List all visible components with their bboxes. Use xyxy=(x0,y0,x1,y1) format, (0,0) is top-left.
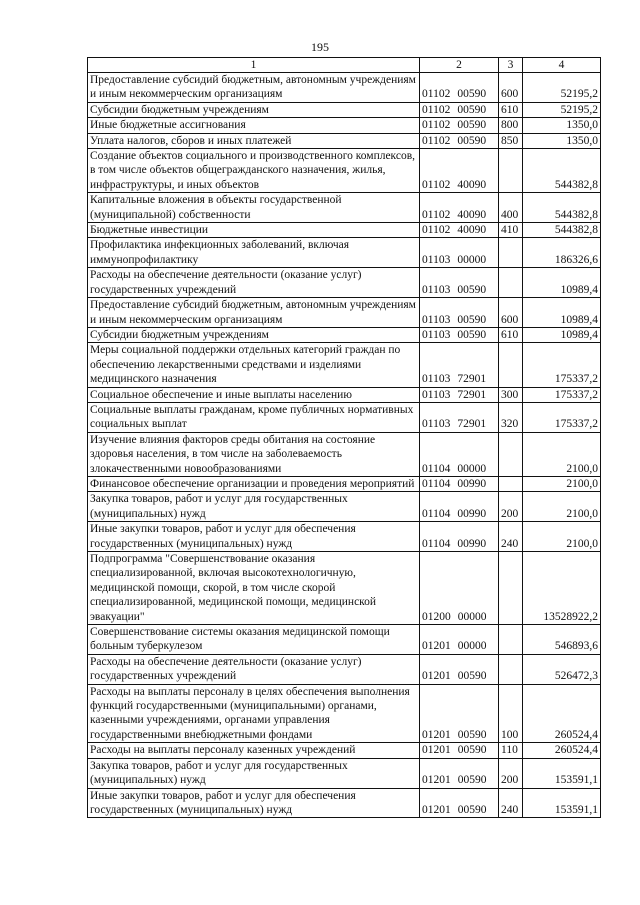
header-row xyxy=(88,58,601,73)
row-code-program: 01201 xyxy=(422,640,451,653)
table-row xyxy=(88,492,601,522)
row-code-direction: 00590 xyxy=(457,103,487,116)
row-code xyxy=(420,223,499,238)
row-expense-type: 200 xyxy=(499,758,523,788)
table-row xyxy=(88,522,601,552)
table-row xyxy=(88,743,601,758)
row-code xyxy=(420,492,499,522)
row-expense-type: 610 xyxy=(499,102,523,117)
row-name: Субсидии бюджетным учреждениям xyxy=(88,102,420,117)
row-amount: 52195,2 xyxy=(523,73,601,103)
row-name: Иные закупки товаров, работ и услуг для обеспечения государственных (муниципальных) нужд xyxy=(88,788,420,818)
row-code xyxy=(420,238,499,268)
budget-table xyxy=(87,57,601,818)
table-row xyxy=(88,476,601,491)
row-expense-type: 850 xyxy=(499,133,523,148)
row-code xyxy=(420,73,499,103)
header-col-1: 1 xyxy=(88,58,420,73)
row-name: Закупка товаров, работ и услуг для государственных (муниципальных) нужд xyxy=(88,758,420,788)
row-code-direction: 00590 xyxy=(457,774,487,787)
row-amount: 1350,0 xyxy=(523,133,601,148)
row-code xyxy=(420,788,499,818)
row-code-direction: 00000 xyxy=(457,253,487,266)
row-code xyxy=(420,133,499,148)
row-name: Социальные выплаты гражданам, кроме публичных нормативных социальных выплат xyxy=(88,402,420,432)
table-row xyxy=(88,625,601,655)
row-code xyxy=(420,476,499,491)
row-expense-type: 300 xyxy=(499,387,523,402)
row-expense-type: 320 xyxy=(499,402,523,432)
row-name: Закупка товаров, работ и услуг для государственных (муниципальных) нужд xyxy=(88,492,420,522)
row-code-program: 01201 xyxy=(422,744,451,757)
row-expense-type xyxy=(499,238,523,268)
row-expense-type xyxy=(499,268,523,298)
row-amount: 2100,0 xyxy=(523,492,601,522)
row-code-program: 01201 xyxy=(422,670,451,683)
table-row xyxy=(88,118,601,133)
row-code xyxy=(420,387,499,402)
row-code-direction: 40090 xyxy=(457,208,487,221)
row-code-program: 01102 xyxy=(422,208,451,221)
table-header xyxy=(88,58,601,73)
row-code xyxy=(420,149,499,193)
row-code xyxy=(420,625,499,655)
row-code-program: 01103 xyxy=(422,418,451,431)
row-name: Создание объектов социального и производственного комплексов, в том числе объектов общегражданского назначения, жилья, инфраструктуры, и иных объектов xyxy=(88,149,420,193)
row-amount: 260524,4 xyxy=(523,743,601,758)
row-code xyxy=(420,343,499,387)
row-code-direction: 00590 xyxy=(457,328,487,341)
row-name: Капитальные вложения в объекты государственной (муниципальной) собственности xyxy=(88,193,420,223)
row-expense-type: 410 xyxy=(499,223,523,238)
table-row xyxy=(88,223,601,238)
row-amount: 153591,1 xyxy=(523,788,601,818)
row-name: Расходы на обеспечение деятельности (оказание услуг) государственных учреждений xyxy=(88,268,420,298)
row-amount: 526472,3 xyxy=(523,654,601,684)
row-code-direction: 00590 xyxy=(457,134,487,147)
row-code xyxy=(420,402,499,432)
row-code-program: 01103 xyxy=(422,253,451,266)
row-code-program: 01201 xyxy=(422,803,451,816)
row-name: Изучение влияния факторов среды обитания на состояние здоровья населения, в том числе на заболеваемость злокачественными новообразованиями xyxy=(88,432,420,476)
row-code-program: 01104 xyxy=(422,462,451,475)
header-col-4: 4 xyxy=(523,58,601,73)
table-row xyxy=(88,758,601,788)
row-amount: 10989,4 xyxy=(523,268,601,298)
row-expense-type: 100 xyxy=(499,684,523,743)
row-name: Совершенствование системы оказания медицинской помощи больным туберкулезом xyxy=(88,625,420,655)
table-row xyxy=(88,102,601,117)
row-name: Расходы на выплаты персоналу в целях обеспечения выполнения функций государственными (муниципальными) органами, казенными учреждениями, органами управления государственными внебюджетными фондами xyxy=(88,684,420,743)
row-amount: 544382,8 xyxy=(523,149,601,193)
table-row xyxy=(88,193,601,223)
row-code-direction: 00590 xyxy=(457,283,487,296)
row-code-direction: 00590 xyxy=(457,744,487,757)
row-name: Профилактика инфекционных заболеваний, включая иммунопрофилактику xyxy=(88,238,420,268)
row-amount: 546893,6 xyxy=(523,625,601,655)
row-code xyxy=(420,193,499,223)
row-code xyxy=(420,552,499,625)
row-amount: 2100,0 xyxy=(523,432,601,476)
header-col-2: 2 xyxy=(420,58,499,73)
row-expense-type: 800 xyxy=(499,118,523,133)
row-expense-type xyxy=(499,476,523,491)
row-name: Бюджетные инвестиции xyxy=(88,223,420,238)
row-code xyxy=(420,298,499,328)
row-code-program: 01102 xyxy=(422,88,451,101)
row-code-program: 01104 xyxy=(422,477,451,490)
table-row xyxy=(88,788,601,818)
row-code-program: 01102 xyxy=(422,103,451,116)
row-code-program: 01104 xyxy=(422,537,451,550)
row-name: Иные закупки товаров, работ и услуг для обеспечения государственных (муниципальных) нужд xyxy=(88,522,420,552)
row-name: Иные бюджетные ассигнования xyxy=(88,118,420,133)
table-row xyxy=(88,73,601,103)
row-code xyxy=(420,522,499,552)
table-body xyxy=(88,73,601,818)
row-amount: 10989,4 xyxy=(523,327,601,342)
row-amount: 260524,4 xyxy=(523,684,601,743)
row-amount: 186326,6 xyxy=(523,238,601,268)
row-code-direction: 00000 xyxy=(457,610,487,623)
row-amount: 175337,2 xyxy=(523,387,601,402)
row-code-program: 01102 xyxy=(422,224,451,237)
row-code-direction: 40090 xyxy=(457,224,487,237)
table-row xyxy=(88,387,601,402)
row-code-direction: 00590 xyxy=(457,119,487,132)
row-amount: 52195,2 xyxy=(523,102,601,117)
row-code-program: 01201 xyxy=(422,728,451,741)
row-code-direction: 00990 xyxy=(457,477,487,490)
row-amount: 13528922,2 xyxy=(523,552,601,625)
table-row xyxy=(88,238,601,268)
row-amount: 1350,0 xyxy=(523,118,601,133)
row-code-direction: 00990 xyxy=(457,537,487,550)
row-code xyxy=(420,118,499,133)
page-number: 195 xyxy=(311,40,329,54)
row-code-program: 01201 xyxy=(422,774,451,787)
table-row xyxy=(88,432,601,476)
row-code xyxy=(420,684,499,743)
row-code xyxy=(420,327,499,342)
row-expense-type: 600 xyxy=(499,73,523,103)
row-name: Предоставление субсидий бюджетным, автономным учреждениям и иным некоммерческим организациям xyxy=(88,298,420,328)
table-row xyxy=(88,133,601,148)
row-code xyxy=(420,654,499,684)
row-name: Подпрограмма "Совершенствование оказания специализированной, включая высокотехнологичную, медицинской помощи, скорой, в том числе скорой специализированной, медицинской помощи, медицинской эвакуации" xyxy=(88,552,420,625)
row-code-program: 01200 xyxy=(422,610,451,623)
row-code-direction: 72901 xyxy=(457,388,487,401)
table-row xyxy=(88,268,601,298)
row-code-program: 01103 xyxy=(422,388,451,401)
table-row xyxy=(88,552,601,625)
row-code-direction: 00000 xyxy=(457,462,487,475)
row-name: Расходы на выплаты персоналу казенных учреждений xyxy=(88,743,420,758)
row-name: Предоставление субсидий бюджетным, автономным учреждениям и иным некоммерческим организациям xyxy=(88,73,420,103)
row-code xyxy=(420,102,499,117)
row-code-program: 01104 xyxy=(422,507,451,520)
row-amount: 175337,2 xyxy=(523,343,601,387)
row-amount: 175337,2 xyxy=(523,402,601,432)
table-row xyxy=(88,402,601,432)
row-code-direction: 00590 xyxy=(457,670,487,683)
row-name: Субсидии бюджетным учреждениям xyxy=(88,327,420,342)
row-amount: 10989,4 xyxy=(523,298,601,328)
row-code-program: 01102 xyxy=(422,119,451,132)
table-row xyxy=(88,298,601,328)
row-code-direction: 00000 xyxy=(457,640,487,653)
row-amount: 544382,8 xyxy=(523,193,601,223)
row-expense-type: 110 xyxy=(499,743,523,758)
row-expense-type xyxy=(499,343,523,387)
row-expense-type: 240 xyxy=(499,788,523,818)
row-expense-type: 200 xyxy=(499,492,523,522)
row-amount: 2100,0 xyxy=(523,476,601,491)
row-expense-type xyxy=(499,432,523,476)
row-expense-type xyxy=(499,654,523,684)
row-code-program: 01103 xyxy=(422,283,451,296)
row-name: Уплата налогов, сборов и иных платежей xyxy=(88,133,420,148)
row-code-direction: 72901 xyxy=(457,418,487,431)
row-code-program: 01103 xyxy=(422,313,451,326)
row-code-direction: 72901 xyxy=(457,373,487,386)
row-amount: 544382,8 xyxy=(523,223,601,238)
row-code-direction: 00590 xyxy=(457,728,487,741)
table-row xyxy=(88,343,601,387)
row-expense-type: 400 xyxy=(499,193,523,223)
row-code-direction: 00590 xyxy=(457,313,487,326)
table-row xyxy=(88,684,601,743)
row-name: Финансовое обеспечение организации и проведения мероприятий xyxy=(88,476,420,491)
row-amount: 153591,1 xyxy=(523,758,601,788)
row-code-program: 01102 xyxy=(422,178,451,191)
table-row xyxy=(88,149,601,193)
header-col-3: 3 xyxy=(499,58,523,73)
row-code-direction: 00590 xyxy=(457,803,487,816)
row-name: Социальное обеспечение и иные выплаты населению xyxy=(88,387,420,402)
row-code xyxy=(420,268,499,298)
row-code-program: 01103 xyxy=(422,328,451,341)
row-code-program: 01102 xyxy=(422,134,451,147)
row-code xyxy=(420,432,499,476)
row-code xyxy=(420,758,499,788)
table-row xyxy=(88,327,601,342)
row-name: Меры социальной поддержки отдельных категорий граждан по обеспечению лекарственными средствами и изделиями медицинского назначения xyxy=(88,343,420,387)
table-row xyxy=(88,654,601,684)
row-code xyxy=(420,743,499,758)
row-expense-type: 240 xyxy=(499,522,523,552)
row-expense-type: 600 xyxy=(499,298,523,328)
row-amount: 2100,0 xyxy=(523,522,601,552)
row-name: Расходы на обеспечение деятельности (оказание услуг) государственных учреждений xyxy=(88,654,420,684)
row-expense-type xyxy=(499,149,523,193)
row-code-direction: 00990 xyxy=(457,507,487,520)
row-code-direction: 00590 xyxy=(457,88,487,101)
row-expense-type: 610 xyxy=(499,327,523,342)
row-expense-type xyxy=(499,625,523,655)
row-code-direction: 40090 xyxy=(457,178,487,191)
row-code-program: 01103 xyxy=(422,373,451,386)
row-expense-type xyxy=(499,552,523,625)
